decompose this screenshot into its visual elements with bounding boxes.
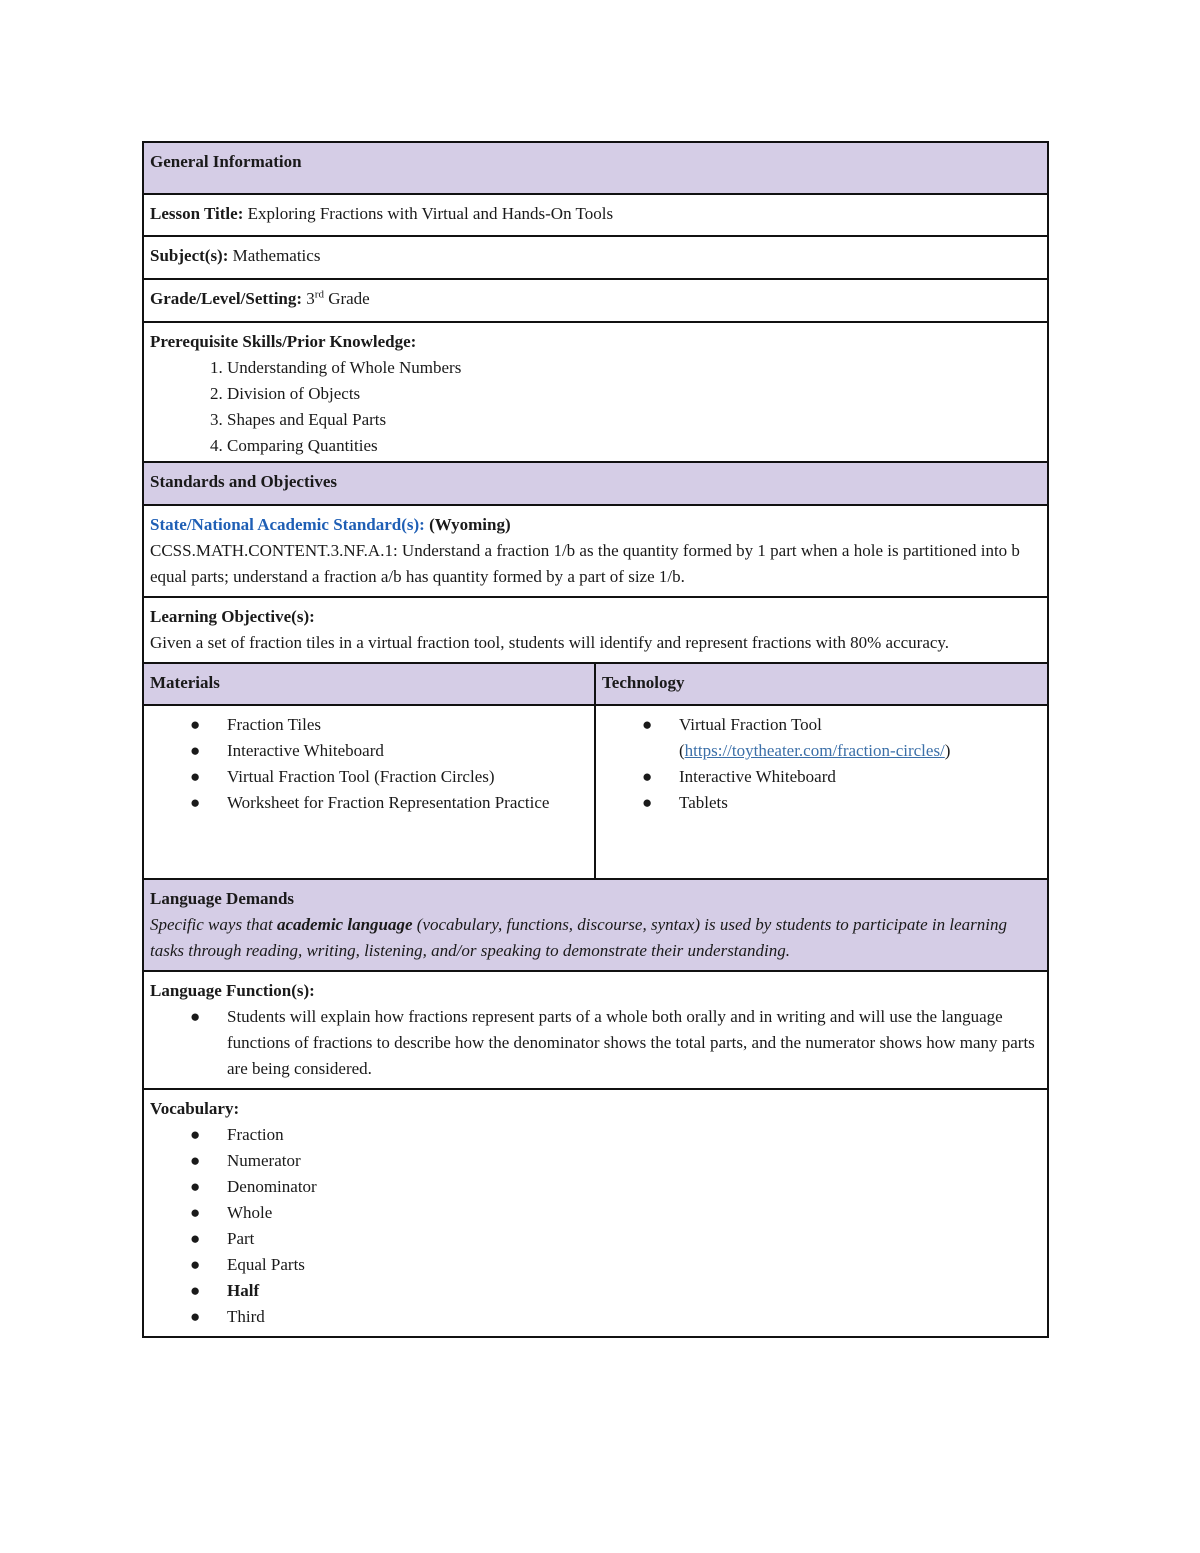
list-item: ● Part xyxy=(150,1226,1041,1252)
list-item: ● Third xyxy=(150,1304,1041,1330)
language-function-row xyxy=(143,971,1048,1089)
lesson-title-label: Lesson Title: xyxy=(150,204,244,223)
language-function-label: Language Function(s): xyxy=(150,981,315,1000)
list-item: ● Students will explain how fractions represent parts of a whole both orally and in writing and will use the language functions of fractions to describe how the denominator shows the total parts, and the numerator shows how many parts are being considered. xyxy=(150,1004,1041,1082)
vocabulary-label: Vocabulary: xyxy=(150,1099,240,1118)
list-item: ● Tablets xyxy=(602,790,1041,816)
grade-superscript: rd xyxy=(314,288,324,301)
list-item: ● Fraction Tiles xyxy=(150,712,588,738)
lesson-title-row xyxy=(143,194,1048,236)
grade-number: 3 xyxy=(306,289,315,308)
list-item: ● Worksheet for Fraction Representation Practice xyxy=(150,790,588,816)
list-item: 1. Understanding of Whole Numbers xyxy=(227,355,1041,381)
bullet-icon: ● xyxy=(190,1007,201,1026)
subject-label: Subject(s): xyxy=(150,246,229,265)
bullet-icon: ● xyxy=(190,1307,201,1326)
subject-row xyxy=(143,236,1048,279)
general-info-title: General Information xyxy=(150,152,302,171)
bullet-icon: ● xyxy=(642,715,653,734)
list-item: ● Equal Parts xyxy=(150,1252,1041,1278)
bullet-icon: ● xyxy=(642,767,653,786)
list-item: ● Fraction xyxy=(150,1122,1041,1148)
technology-header xyxy=(595,663,1048,705)
grade-word: Grade xyxy=(328,289,370,308)
general-info-header xyxy=(143,142,1048,194)
bullet-icon: ● xyxy=(190,741,201,760)
standard-text: CCSS.MATH.CONTENT.3.NF.A.1: Understand a fraction 1/b as the quantity formed by 1 part when a hole is partitioned into b equal parts; understand a fraction a/b has quantity formed by a part of size 1/b. xyxy=(150,541,1020,586)
vocabulary-row xyxy=(143,1089,1048,1337)
language-function-list xyxy=(150,1004,1041,1082)
list-item: ● Whole xyxy=(150,1200,1041,1226)
grade-row xyxy=(143,279,1048,322)
technology-cell xyxy=(595,705,1048,879)
language-demands-description: Specific ways that academic language (vocabulary, functions, discourse, syntax) is used by students to participate in learning tasks through reading, writing, listening, and/or speaking to demonstrate their understanding. xyxy=(150,915,1007,960)
prereq-label: Prerequisite Skills/Prior Knowledge: xyxy=(150,332,417,351)
list-item: ● Interactive Whiteboard xyxy=(150,738,588,764)
technology-list xyxy=(602,712,1041,816)
bullet-icon: ● xyxy=(190,793,201,812)
prereq-list xyxy=(150,355,1041,459)
vocabulary-list xyxy=(150,1122,1041,1330)
language-demands-header xyxy=(143,879,1048,971)
grade-label: Grade/Level/Setting: xyxy=(150,289,303,308)
materials-list xyxy=(150,712,588,816)
bullet-icon: ● xyxy=(190,715,201,734)
list-item: 4. Comparing Quantities xyxy=(227,433,1041,459)
list-item: 3. Shapes and Equal Parts xyxy=(227,407,1041,433)
materials-header xyxy=(143,663,595,705)
lesson-plan-table xyxy=(142,141,1049,1338)
prereq-row xyxy=(143,322,1048,462)
list-item: ● Denominator xyxy=(150,1174,1041,1200)
lesson-title-value: Exploring Fractions with Virtual and Hands-On Tools xyxy=(247,204,614,223)
language-demands-title: Language Demands xyxy=(150,889,295,908)
bullet-icon: ● xyxy=(190,1125,201,1144)
fraction-circles-link[interactable]: https://toytheater.com/fraction-circles/ xyxy=(684,741,945,760)
list-item: 2. Division of Objects xyxy=(227,381,1041,407)
objective-row xyxy=(143,597,1048,663)
materials-title: Materials xyxy=(150,673,220,692)
standard-row xyxy=(143,505,1048,597)
technology-title: Technology xyxy=(602,673,685,692)
list-item: ● Numerator xyxy=(150,1148,1041,1174)
materials-cell xyxy=(143,705,595,879)
bullet-icon: ● xyxy=(190,1281,201,1300)
bullet-icon: ● xyxy=(190,1203,201,1222)
objective-label: Learning Objective(s): xyxy=(150,607,315,626)
bullet-icon: ● xyxy=(642,793,653,812)
bullet-icon: ● xyxy=(190,1151,201,1170)
list-item: ● Virtual Fraction Tool (Fraction Circles) xyxy=(150,764,588,790)
bullet-icon: ● xyxy=(190,1229,201,1248)
standards-header xyxy=(143,462,1048,505)
standards-title: Standards and Objectives xyxy=(150,472,338,491)
objective-text: Given a set of fraction tiles in a virtual fraction tool, students will identify and represent fractions with 80% accuracy. xyxy=(150,633,950,652)
subject-value: Mathematics xyxy=(232,246,321,265)
list-item: ● Half xyxy=(150,1278,1041,1304)
bullet-icon: ● xyxy=(190,767,201,786)
list-item: ● Interactive Whiteboard xyxy=(602,764,1041,790)
bullet-icon: ● xyxy=(190,1177,201,1196)
standard-state: (Wyoming) xyxy=(429,515,511,534)
bullet-icon: ● xyxy=(190,1255,201,1274)
list-item: ● Virtual Fraction Tool (https://toytheater.com/fraction-circles/) xyxy=(602,712,1041,764)
standard-label: State/National Academic Standard(s): xyxy=(150,515,425,534)
